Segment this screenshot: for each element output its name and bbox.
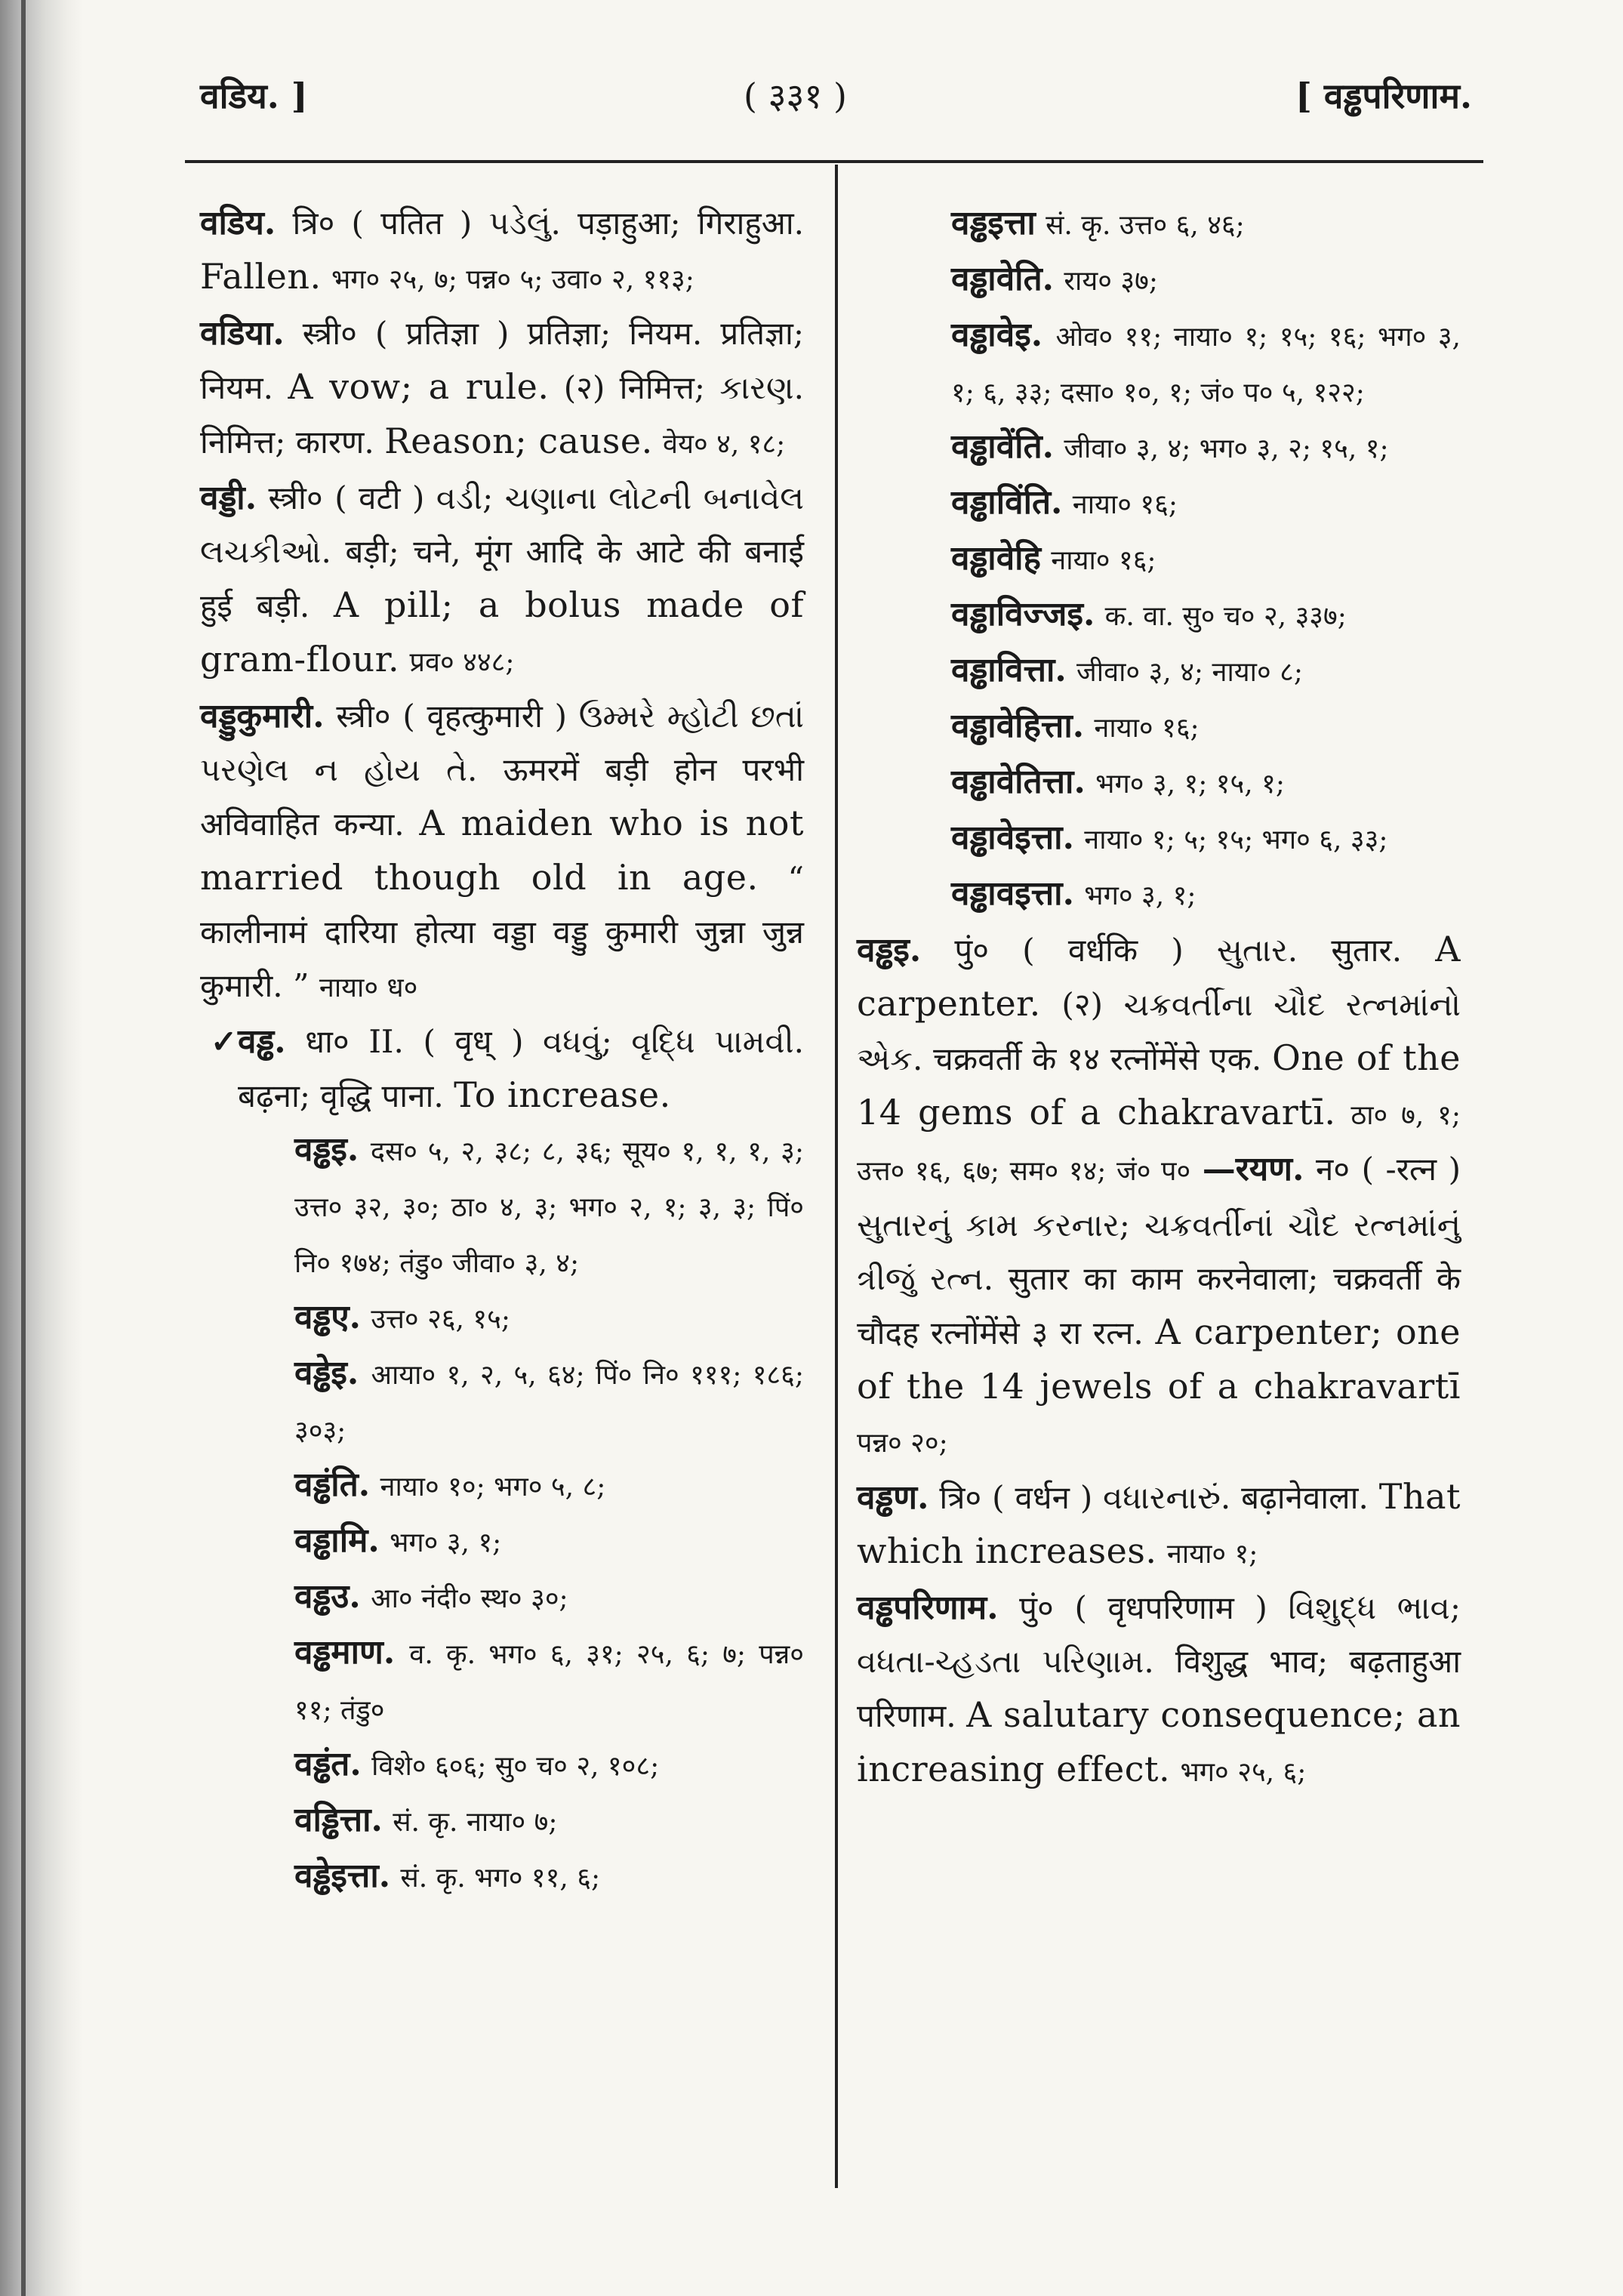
- column-divider: [835, 165, 838, 2188]
- entry-headword: वड्ढावेहि: [951, 539, 1041, 578]
- dictionary-entry: [857, 867, 1461, 923]
- entry-headword: वड्ढावइत्ता.: [951, 874, 1074, 913]
- dictionary-entry: [857, 420, 1461, 476]
- entry-headword: वड्ढण.: [857, 1478, 929, 1517]
- dictionary-entry: [857, 252, 1461, 308]
- right-column: [857, 196, 1461, 1799]
- page-number: ( ३३१ ): [744, 76, 847, 116]
- entry-headword: वड्ढामि.: [294, 1521, 380, 1560]
- entry-headword: वड्ढइत्ता: [951, 204, 1036, 242]
- entry-english: A maiden who is not married though old in age.: [200, 803, 804, 898]
- entry-reference: वेय० ४, १८;: [663, 429, 786, 460]
- entry-headword: वड्ढावेइ.: [951, 316, 1043, 354]
- check-mark: ✓: [211, 1023, 238, 1060]
- dictionary-entry: [857, 643, 1461, 699]
- dictionary-entry: [857, 755, 1461, 811]
- entry-reference: जीवा० ३, ४; भग० ३, २; १५, १;: [1064, 433, 1389, 464]
- dictionary-entry: [200, 1737, 804, 1793]
- entry-reference: दस० ५, २, ३८; ८, ३६; सूय० १, १, १, ३; उत्त० ३२, ३०; ठा० ४, ३; भग० २, १; ३, ३; पिं० नि० १७४; तंडु० जीवा० ३, ४;: [294, 1136, 804, 1279]
- entry-headword: वड्ढए.: [294, 1298, 361, 1336]
- dictionary-entry: [200, 307, 804, 471]
- entry-grammar-2: (२) ચક્રવર્તીના ચૌદ રત્નમાંનો એક. चक्रवर्ती के १४ रत्नोंमेंसे एक.: [857, 986, 1461, 1077]
- entry-reference: सं. कृ. नाया० ७;: [393, 1807, 558, 1838]
- entry-english: To increase.: [454, 1074, 671, 1115]
- entry-headword: वड्ढावेहित्ता.: [951, 707, 1085, 745]
- entry-headword: वड्ढइ.: [294, 1130, 359, 1169]
- entry-reference: ठा० ७, १; उत्त० १६, ६७; सम० १४; जं० प०: [857, 1100, 1461, 1187]
- entry-reference: राय० ३७;: [1064, 266, 1158, 297]
- dictionary-entry: [200, 1123, 804, 1290]
- entry-reference: आया० १, २, ५, ६४; पिं० नि० १११; १८६; ३०३;: [294, 1360, 804, 1447]
- entry-reference: भग० २५, ७; पन्न० ५; उवा० २, ११३;: [331, 264, 694, 295]
- entry-grammar: स्त्री० ( वटी ) વડી; ચણાના લોટની બનાવેલ લચકીઓ. बड़ी; चने, मूंग आदि के आटे की बनाई हुई बड़ी.: [200, 479, 804, 624]
- entry-headword: वड्ढावित्ता.: [951, 651, 1067, 689]
- dictionary-entry: [857, 699, 1461, 755]
- entry-headword: वड्ढाविंति.: [951, 483, 1063, 522]
- entry-headword: वड्ढंति.: [294, 1465, 371, 1504]
- entry-headword: वड्ढमाण.: [294, 1633, 396, 1672]
- header-left-headword: वडिय. ]: [200, 76, 308, 116]
- entry-sub-reference: पन्न० २०;: [857, 1428, 948, 1459]
- entry-headword: वड्ढावेतित्ता.: [951, 763, 1086, 801]
- dictionary-entry: [200, 471, 804, 689]
- entry-grammar: स्त्री० ( प्रतिज्ञा ) प्रतिज्ञा; नियम. प्रतिज्ञा; नियम.: [200, 315, 804, 406]
- entry-grammar: त्रि० ( वर्धन ) વધારનારું. बढ़ानेवाला.: [939, 1479, 1369, 1516]
- header-right-headword: [ वड्ढपरिणाम.: [1295, 76, 1472, 116]
- entry-headword: वड्ढपरिणाम.: [857, 1589, 999, 1627]
- entry-english: Fallen.: [200, 256, 322, 297]
- entry-headword: वड्ढावेति.: [951, 260, 1054, 298]
- dictionary-entry: [857, 476, 1461, 532]
- dictionary-entry: [200, 1458, 804, 1514]
- dictionary-entry: [200, 1793, 804, 1849]
- entry-headword: वडिय.: [200, 204, 276, 242]
- entry-grammar: स्त्री० ( वृहत्कुमारी ) ઉમ્મરે મ્હોટી છતાં પરણેલ ન હોય તે. ऊमरमें बड़ी होन परभी अविवाहित कन्या.: [200, 698, 805, 843]
- entry-reference: भग० २५, ६;: [1180, 1757, 1307, 1788]
- entry-headword: वड्ढंत.: [294, 1745, 362, 1783]
- entry-reference: नाया० १६;: [1094, 713, 1200, 744]
- page-header: [200, 72, 1472, 132]
- dictionary-entry: [200, 1849, 804, 1905]
- entry-english: A carpenter.: [857, 929, 1461, 1024]
- dictionary-entry: [857, 196, 1461, 252]
- dictionary-entry: [200, 1570, 804, 1626]
- entry-grammar: पुं० ( वर्धकि ) સુતાર. सुतार.: [954, 932, 1403, 969]
- entry-grammar: पुं० ( वृधपरिणाम ) વિશુદ્ધ ભાવ; વધતા-ચ્હડતા પરિણામ. विशुद्ध भाव; बढ़ताहुआ परिणाम.: [857, 1589, 1461, 1734]
- entry-sub-english: A carpenter; one of the 14 jewels of a chakravartī: [857, 1311, 1461, 1407]
- entry-reference: नाया० १;: [1166, 1539, 1258, 1570]
- dictionary-entry: [857, 308, 1461, 420]
- entry-headword: वड्ढित्ता.: [294, 1801, 383, 1839]
- dictionary-entry: [857, 587, 1461, 643]
- binding-edge: [21, 0, 26, 2296]
- entry-headword: वड्ढउ.: [294, 1577, 361, 1616]
- entry-sub-headword: —रयण.: [1202, 1150, 1304, 1188]
- entry-quote: “ कालीनामं दारिया होत्या वड्डा वड्डु कुमारी जुन्ना जुन्न कुमारी. ”: [200, 860, 804, 1004]
- entry-reference: नाया० १; ५; १५; भग० ६, ३३;: [1084, 824, 1388, 855]
- entry-reference: विशे० ६०६; सु० च० २, १०८;: [371, 1751, 660, 1782]
- dictionary-entry: [200, 1290, 804, 1346]
- dictionary-entry: [857, 811, 1461, 867]
- entry-reference: ओव० ११; नाया० १; १५; १६; भग० ३, १; ६, ३३; दसा० १०, १; जं० प० ५, १२२;: [951, 322, 1461, 408]
- entry-english-2: Reason; cause.: [384, 421, 653, 461]
- entry-headword: वड्डी.: [200, 479, 257, 517]
- entry-reference: भग० ३, १;: [1084, 880, 1196, 911]
- entry-reference: नाया० ध०: [319, 972, 418, 1003]
- dictionary-entry: [857, 1470, 1461, 1581]
- entry-english: A salutary consequence; an increasing effect.: [857, 1694, 1461, 1789]
- entry-reference: नाया० १६;: [1072, 489, 1178, 520]
- entry-english-2: One of the 14 gems of a chakravartī.: [857, 1037, 1461, 1133]
- entry-reference: आ० नंदी० स्थ० ३०;: [371, 1583, 568, 1614]
- entry-reference: सं. कृ. उत्त० ६, ४६;: [1046, 210, 1245, 241]
- left-column: [200, 196, 804, 1905]
- entry-english: A pill; a bolus made of gram-flour.: [200, 584, 804, 680]
- entry-headword: वड्ढेइ.: [294, 1354, 359, 1392]
- entry-headword: वडिया.: [200, 314, 285, 353]
- dictionary-entry: [857, 923, 1461, 1470]
- entry-reference: नाया० १६;: [1051, 545, 1156, 576]
- dictionary-entry: [200, 1514, 804, 1570]
- entry-grammar: त्रि० ( पतित ) પડેલું. पड़ाहुआ; गिराहुआ.: [292, 205, 804, 242]
- entry-reference: जीवा० ३, ४; नाया० ८;: [1076, 657, 1304, 688]
- dictionary-entry: [857, 532, 1461, 587]
- header-rule: [185, 160, 1483, 163]
- dictionary-entry: [200, 1626, 804, 1737]
- dictionary-entry: [857, 1581, 1461, 1799]
- entry-headword: वड्ढाविज्जइ.: [951, 595, 1095, 633]
- dictionary-entry: [200, 196, 804, 307]
- dictionary-entry: [200, 689, 804, 1015]
- entry-headword: वड्ढेइत्ता.: [294, 1857, 391, 1895]
- entry-english: A vow; a rule.: [288, 366, 550, 407]
- entry-grammar-2: (२) निमित्त; કારણ. निमित्त; कारण.: [200, 369, 804, 461]
- entry-english: That which increases.: [857, 1476, 1461, 1571]
- dictionary-entry: [200, 1015, 804, 1123]
- entry-sub-grammar: न० ( -रत्न ) સુતારનું કામ કરનાર; ચક્રવર્તીનાં ચૌદ રત્નમાંનું ત્રીજું રત્ન. सुतार का काम करनेवाला; चक्रवर्ती के चौदह रत्नोंमेंसे ३ रा रत्न.: [857, 1151, 1461, 1351]
- page-binding-shadow: [0, 0, 83, 2296]
- entry-reference: नाया० १०; भग० ५, ८;: [380, 1472, 606, 1502]
- entry-headword: वड्ढ.: [238, 1022, 286, 1061]
- entry-reference: भग० ३, १; १५, १;: [1095, 769, 1285, 800]
- dictionary-entry: [200, 1346, 804, 1458]
- entry-headword: वड्ढावेंति.: [951, 427, 1054, 466]
- entry-reference: क. वा. सु० च० २, ३३७;: [1104, 601, 1347, 632]
- entry-reference: उत्त० २६, १५;: [371, 1304, 510, 1335]
- entry-grammar: धा० II. ( वृध् ) વધવું; વૃદ્ધિ પામવી. बढ़ना; वृद्धि पाना.: [238, 1023, 804, 1114]
- entry-reference: सं. कृ. भग० ११, ६;: [400, 1863, 601, 1894]
- entry-reference: प्रव० ४४८;: [409, 647, 515, 678]
- entry-headword: वड्डुकुमारी.: [200, 697, 325, 735]
- entry-headword: वड्ढावेइत्ता.: [951, 818, 1074, 857]
- entry-reference: भग० ३, १;: [390, 1527, 502, 1558]
- entry-headword: वड्ढइ.: [857, 931, 922, 969]
- entry-reference: व. कृ. भग० ६, ३१; २५, ६; ७; पन्न० ११; तंडु०: [294, 1639, 804, 1726]
